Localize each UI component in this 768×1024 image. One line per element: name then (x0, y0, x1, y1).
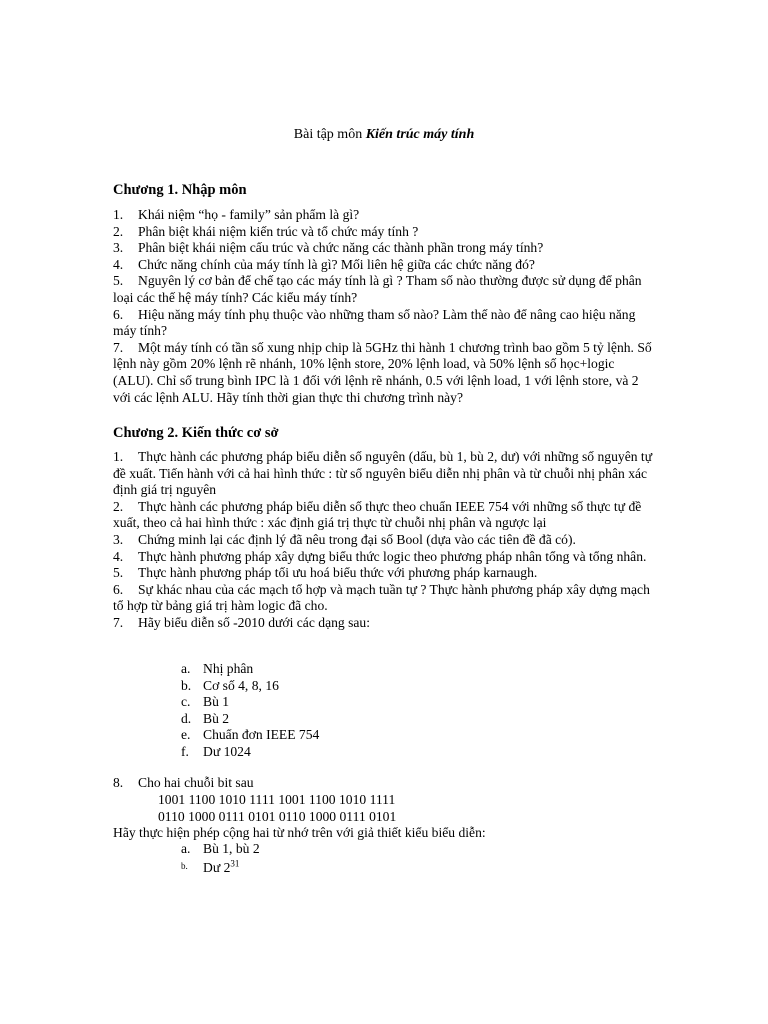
option-item: d. Bù 2 (181, 710, 230, 726)
chapter-1-questions (113, 207, 653, 406)
question: 7. Hãy biểu diễn số -2010 dưới các dạng sau: (113, 614, 370, 630)
option-item: f. Dư 1024 (181, 743, 251, 759)
question-7-options (181, 661, 319, 761)
option-item: a. Nhị phân (181, 661, 254, 676)
chapter-2-questions (113, 449, 653, 632)
question-8-instruction: Hãy thực hiện phép cộng hai từ nhớ trên với giả thiết kiểu biểu diễn: (113, 825, 486, 840)
question-8-text: Cho hai chuỗi bit sau (138, 775, 254, 790)
question: 2. Thực hành các phương pháp biểu diễn số thực theo chuẩn IEEE 754 với những số thực tự đề xuất, theo cả hai hình thức : xác định giá trị thực từ chuỗi nhị phân và ngược lại (113, 498, 642, 531)
question: 1. Khái niệm “họ - family” sản phẩm là gì? (113, 207, 360, 222)
question: 6. Sự khác nhau của các mạch tổ hợp và mạch tuần tự ? Thực hành phương pháp xây dựng mạch tổ hợp từ bảng giá trị hàm logic đã cho. (113, 581, 650, 614)
question-8 (113, 775, 653, 792)
chapter-2-heading: Chương 2. Kiến thức cơ sở (113, 425, 279, 441)
option-item: c. Bù 1 (181, 694, 230, 710)
question-8-options (181, 841, 260, 874)
question: 3. Chứng minh lại các định lý đã nêu trong đại số Bool (dựa vào các tiên đề đã có). (113, 531, 576, 547)
question: 2. Phân biệt khái niệm kiến trúc và tổ chức máy tính ? (113, 223, 419, 239)
question: 6. Hiệu năng máy tính phụ thuộc vào những tham số nào? Làm thế nào để nâng cao hiệu năng máy tính? (113, 306, 636, 339)
option-item: b. Dư $2^{31}$ (181, 858, 240, 875)
bit-string: 1001 1100 1010 1111 1001 1100 1010 1111 (158, 792, 396, 807)
option-item: b. Cơ số 4, 8, 16 (181, 677, 279, 693)
question: 3. Phân biệt khái niệm cấu trúc và chức năng các thành phần trong máy tính? (113, 240, 544, 256)
question-8-number: 8. (113, 775, 124, 790)
option-item: e. Chuẩn đơn IEEE 754 (181, 727, 320, 743)
option-item: a. Bù 1, bù 2 (181, 841, 260, 856)
question: 4. Thực hành phương pháp xây dựng biểu thức logic theo phương pháp nhân tổng và tổng nhân. (113, 548, 647, 564)
question: 1. Thực hành các phương pháp biểu diễn số nguyên (dấu, bù 1, bù 2, dư) với những số nguyên tự đề xuất. Tiến hành với cả hai hình thức : từ số nguyên biểu diễn nhị phân và từ chuỗi nhị phân xác định giá trị nguyên (113, 449, 653, 498)
exponent: 31 (230, 858, 240, 869)
question: 4. Chức năng chính của máy tính là gì? Mối liên hệ giữa các chức năng đó? (113, 256, 535, 272)
question: 5. Nguyên lý cơ bản để chế tạo các máy tính là gì ? Tham số nào thường được sử dụng để phân loại các thế hệ máy tính? Các kiểu máy tính? (113, 273, 642, 305)
chapter-1-heading: Chương 1. Nhập môn (113, 182, 247, 198)
bit-strings (158, 792, 396, 825)
document-title (0, 127, 768, 144)
title-course: Kiến trúc máy tính (365, 127, 475, 142)
bit-string: 0110 1000 0111 0101 0110 1000 0111 0101 (158, 808, 397, 824)
title-prefix: Bài tập môn (293, 127, 366, 142)
question: 5. Thực hành phương pháp tối ưu hoá biểu thức với phương pháp karnaugh. (113, 565, 538, 581)
question: 7. Một máy tính có tần số xung nhịp chip là 5GHz thi hành 1 chương trình bao gồm 5 tỷ lệnh. Số lệnh này gồm 20% lệnh rẽ nhánh, 10% lệnh store, 20% lệnh load, và 50% lệnh số học+logic (ALU). Chỉ số trung bình IPC là 1 đối với lệnh rẽ nhánh, 0.5 với lệnh load, 1 với lệnh store, và 2 với các lệnh ALU. Hãy tính thời gian thực thi chương trình này? (113, 339, 652, 405)
